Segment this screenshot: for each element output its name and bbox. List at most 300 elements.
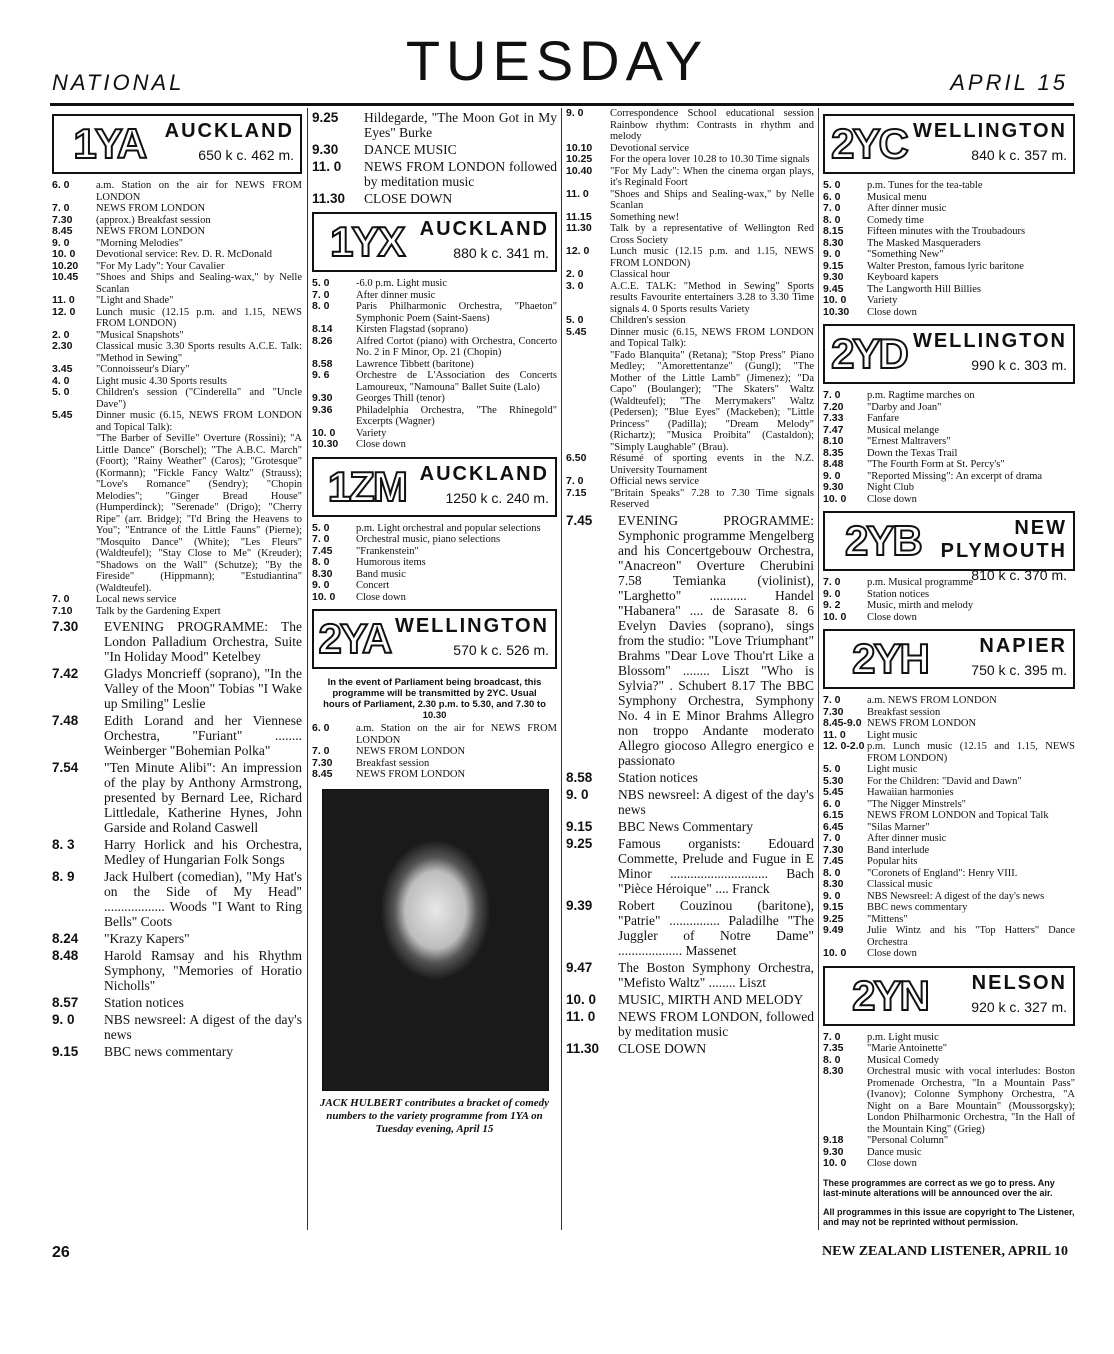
programme-time: 11. 0 (52, 294, 75, 306)
programme-time: 10.10 (566, 141, 593, 154)
programme-item (312, 370, 557, 393)
programme-desc: Official news service (610, 476, 700, 487)
programme-time: 7. 0 (566, 475, 584, 487)
programme-item (52, 594, 302, 606)
programme-item (823, 879, 1075, 891)
programme-time: 9.18 (823, 1134, 844, 1146)
programme-time: 9. 6 (312, 369, 330, 381)
programme-desc: Local news service (96, 594, 177, 605)
programme-time: 8. 0 (823, 866, 841, 879)
programme-item (566, 315, 814, 327)
programme-time: 5. 0 (312, 277, 330, 289)
column-4 (823, 108, 1075, 1228)
programme-desc: Breakfast session (356, 757, 430, 769)
programme-desc: Close down (356, 439, 406, 450)
programme-desc: NEWS FROM LONDON (356, 746, 466, 757)
programme-item (823, 914, 1075, 926)
programme-item (52, 619, 302, 664)
programme-item (823, 845, 1075, 857)
station-frequency: 570 k c. 526 m. (453, 642, 549, 658)
programme-desc: Popular hits (867, 856, 918, 867)
station-logo: 2YN (852, 971, 928, 1019)
programme-item (823, 203, 1075, 215)
programme-item (566, 212, 814, 224)
programme-desc: Light music 4.30 Sports results (96, 375, 227, 387)
programme-desc: Orchestral music, piano selections (356, 534, 501, 545)
programme-desc: Variety (356, 427, 387, 439)
programme-time: 3.45 (52, 363, 73, 375)
programme-desc: After dinner music (867, 203, 947, 214)
programme-time: 9.30 (312, 142, 339, 157)
programme-desc: Fanfare (867, 413, 900, 424)
programme-item (823, 1158, 1075, 1170)
programme-desc: Hawaiian harmonies (867, 787, 954, 798)
header-date: APRIL 15 (950, 70, 1068, 95)
programme-item (823, 436, 1075, 448)
programme-list-large (52, 619, 302, 1059)
programme-time: 10. 0 (312, 590, 336, 603)
programme-item (312, 142, 557, 157)
programme-desc: Classical music (867, 879, 933, 890)
programme-desc: p.m. Musical programme (867, 577, 974, 588)
programme-desc: Concert (356, 580, 390, 591)
programme-item (52, 341, 302, 364)
station-box-1zm (312, 457, 557, 517)
programme-item (52, 760, 302, 835)
programme-list (566, 108, 814, 511)
programme-desc: a.m. Station on the air for NEWS FROM LONDON (356, 723, 557, 746)
programme-item (312, 439, 557, 451)
programme-list (823, 390, 1075, 505)
programme-time: 11. 0 (566, 1008, 596, 1024)
programme-item (823, 307, 1075, 319)
station-box-1ya (52, 114, 302, 174)
programme-time: 5. 0 (52, 386, 70, 398)
station-box-2yd (823, 324, 1075, 384)
programme-time: 5.30 (823, 774, 844, 787)
station-box-2ya (312, 609, 557, 669)
programme-desc: Musical menu (867, 191, 927, 203)
programme-time: 11.30 (312, 191, 346, 206)
station-box-1yx (312, 212, 557, 272)
programme-time: 7. 0 (823, 1030, 841, 1043)
programme-time: 9.15 (566, 818, 593, 834)
programme-time: 9.36 (312, 403, 333, 416)
programme-item (566, 246, 814, 269)
programme-item (566, 453, 814, 476)
programme-desc: Kirsten Flagstad (soprano) (356, 324, 468, 335)
programme-item (312, 428, 557, 440)
programme-item (823, 600, 1075, 612)
programme-item (566, 189, 814, 212)
programme-time: 8.30 (823, 1065, 844, 1077)
programme-time (566, 350, 610, 454)
programme-item (52, 261, 302, 273)
programme-item (52, 238, 302, 250)
programme-item (52, 433, 302, 594)
programme-item (823, 215, 1075, 227)
programme-item (52, 869, 302, 929)
programme-desc: Night Club (867, 482, 914, 493)
station-frequency: 750 k c. 395 m. (971, 662, 1067, 678)
programme-item (823, 1066, 1075, 1135)
programme-time: 6.15 (823, 809, 844, 821)
programme-time: 6.50 (566, 452, 587, 464)
programme-desc: Edith Lorand and her Viennese Orchestra, "Furiant" ........ Weinberger "Bohemian Polka" (104, 713, 302, 758)
programme-time: 10.45 (52, 271, 79, 283)
programme-desc: Breakfast session (867, 706, 941, 718)
programme-time: 9. 0 (566, 786, 589, 802)
programme-time: 9.25 (312, 110, 339, 125)
station-frequency: 810 k c. 370 m. (971, 567, 1067, 583)
programme-time: 11.15 (566, 210, 592, 223)
programme-time: 7.45 (566, 512, 593, 528)
programme-time: 5. 0 (312, 521, 330, 534)
programme-desc: NBS newsreel: A digest of the day's news (618, 786, 814, 817)
page-number: 26 (52, 1244, 70, 1261)
programme-time: 8.24 (52, 931, 79, 946)
programme-desc: a.m. NEWS FROM LONDON (867, 695, 997, 706)
programme-desc: "Musical Snapshots" (96, 329, 184, 341)
programme-desc: Harry Horlick and his Orchestra, Medley of Hungarian Folk Songs (104, 837, 302, 867)
programme-desc: NEWS FROM LONDON, followed by meditation music (618, 1008, 814, 1039)
programme-desc: "Shoes and Ships and Sealing-wax," by Nelle Scanlan (610, 188, 814, 211)
programme-list (312, 278, 557, 451)
programme-desc: Talk by a representative of Wellington Red Cross Society (610, 223, 814, 246)
programme-item (823, 612, 1075, 624)
programme-time: 7.30 (312, 756, 333, 769)
programme-item (566, 143, 814, 155)
programme-time: 10. 0 (52, 248, 76, 260)
programme-item (312, 746, 557, 758)
programme-time: 7.33 (823, 412, 844, 424)
programme-desc: "The Barber of Seville" Overture (Rossini); "A Little Dance" (Borschel); "The A.B.C. March" (Foort); "Rainy Weather" (Caros); "Grotesque" (Kormann); "Fickle Fancy Waltz" (Strauss); "Love's Romance" (Sendry); "Chopin Melodies"; "Ginger Bread House" (Humperdinck); "Serenade" (Drigo); "Cherry Ripe" (arr. Bridge); "I'd Bring the Heavens to You"; "Entrance of the Little Fauns" (Pierne); "Mosquito Dance" (White); "Les Fleurs" (Waldteufel); "Stay Close to Me" (Kreuder); "Shadows on the Wall" (Schutze); "By the Fireside" (Hippmann); "Estudiantina" (Waldteufel). (96, 433, 302, 594)
programme-time: 9. 0 (52, 1012, 75, 1027)
programme-time: 4. 0 (52, 374, 70, 387)
programme-item (823, 810, 1075, 822)
programme-time: 9.30 (312, 392, 333, 404)
column-1 (52, 108, 302, 1059)
programme-time: 8. 0 (823, 213, 841, 226)
programme-desc: NEWS FROM LONDON followed by meditation music (364, 159, 557, 189)
programme-item (823, 482, 1075, 494)
programme-time: 8.30 (823, 236, 844, 249)
programme-desc: Variety (867, 295, 898, 306)
programme-time: 5.45 (52, 409, 73, 421)
programme-time: 9.30 (823, 271, 844, 283)
header-rule (50, 103, 1074, 106)
programme-time: 9.39 (566, 897, 593, 913)
programme-desc: Harold Ramsay and his Rhythm Symphony, "Memories of Horatio Nicholls" (104, 948, 302, 993)
programme-time: 7.30 (52, 213, 73, 226)
programme-desc: "Britain Speaks" 7.28 to 7.30 Time signals Reserved (610, 487, 814, 510)
programme-time: 9. 0 (823, 587, 841, 600)
station-logo: 2YD (831, 330, 907, 377)
station-name: WELLINGTON (912, 120, 1067, 142)
programme-time: 9.15 (823, 901, 844, 913)
programme-desc: Résumé of sporting events in the N.Z. University Tournament (610, 453, 814, 476)
station-frequency: 880 k c. 341 m. (453, 245, 549, 261)
station-name: AUCKLAND (419, 462, 549, 485)
programme-item (823, 787, 1075, 799)
station-logo: 1YX (330, 218, 404, 265)
column-3 (566, 108, 814, 1056)
programme-item (312, 557, 557, 569)
programme-item (52, 931, 302, 946)
programme-desc: Fifteen minutes with the Troubadours (867, 226, 1026, 237)
programme-item (52, 1044, 302, 1059)
programme-desc: "Something New" (867, 249, 944, 260)
programme-item (823, 925, 1075, 948)
programme-list (312, 723, 557, 781)
column-divider (561, 108, 562, 1230)
programme-item (312, 758, 557, 770)
programme-item (823, 226, 1075, 238)
programme-time: 7. 0 (52, 202, 70, 214)
programme-time: 10.40 (566, 164, 593, 177)
programme-time: 9. 0 (566, 108, 584, 119)
page-title: TUESDAY (405, 29, 709, 92)
photo-jack-hulbert (322, 789, 549, 1091)
programme-time: 10. 0 (823, 294, 847, 306)
programme-item (52, 666, 302, 711)
programme-time: 7.30 (823, 705, 844, 718)
programme-desc: CLOSE DOWN (364, 191, 453, 206)
programme-desc: Jack Hulbert (comedian), "My Hat's on the Side of My Head" .................. Woods "I Want to Ring Bells" Coots (104, 869, 302, 929)
programme-desc: Devotional service: Rev. D. R. McDonald (96, 249, 273, 260)
programme-time: 11.30 (566, 222, 592, 234)
programme-time: 8.45 (312, 768, 333, 780)
programme-desc: "Krazy Kapers" (104, 931, 190, 946)
programme-item (566, 992, 814, 1007)
programme-desc: Close down (867, 1158, 917, 1169)
programme-desc: Lunch music (12.15 p.m. and 1.15, NEWS FROM LONDON) (96, 306, 302, 329)
programme-time: 10. 0 (566, 991, 597, 1007)
programme-item (52, 410, 302, 433)
programme-time: 8. 9 (52, 869, 75, 884)
programme-item (52, 330, 302, 342)
programme-item (823, 284, 1075, 296)
programme-item (823, 856, 1075, 868)
programme-time: 5. 0 (823, 179, 841, 191)
programme-item (312, 278, 557, 290)
programme-desc: Lawrence Tibbett (baritone) (356, 358, 474, 370)
programme-time: 8.58 (566, 769, 593, 785)
programme-item (823, 891, 1075, 903)
station-logo: 1YA (73, 120, 146, 167)
programme-time (52, 433, 96, 594)
programme-time: 8.48 (823, 458, 844, 470)
programme-item (823, 695, 1075, 707)
programme-desc: For the opera lover 10.28 to 10.30 Time signals (610, 154, 810, 165)
programme-desc: EVENING PROGRAMME: Symphonic programme Mengelberg and his Concertgebouw Orchestra, "Anacreon" Overture Cherubini 7.58 Temianka (violinist), "Larghetto" ........... Handel "Habanera" .... de Sarasate 8. 6 Evelyn Davies (soprano), sings from the studio: "Love Triumphant" Brahms "Dear Love Thou'rt Like a Blossom" ........ Liszt "Who is Sylvia?" . Schubert 8.17 The BBC Symphony Orchestra, Symphony No. 4 in E Minor Brahms Allegro non troppo Andante moderato Allegro giocoso Allegro energico e passionato (618, 512, 814, 768)
programme-desc: "Personal Column" (867, 1135, 949, 1146)
programme-time: 7.47 (823, 423, 844, 436)
programme-item (823, 459, 1075, 471)
station-name: NEW PLYMOUTH (940, 517, 1067, 562)
programme-desc: "Fado Blanquita" (Retana); "Stop Press" Piano Medley; "Amorettentanze" (Gungl); "The Mother of the Little Lamb" (Jimenez); "Da Capo" (Boulanger); "The Skaters" Waltz (Waldteufel); "The Merrymakers" Waltz (Pedersen); "Blue Eyes" (Mackeben); "Little Princess" (Padilla); "Dream Melody" (Richartz); "Musica Proibita" (Castaldon); "Simply Laughable" (Brau). (610, 349, 814, 453)
programme-desc: Down the Texas Trail (867, 447, 958, 459)
programme-item (566, 1041, 814, 1056)
programme-time: 12. 0-2.0 (823, 740, 865, 752)
programme-time: 8. 0 (312, 300, 330, 312)
programme-time: 7.45 (823, 855, 844, 867)
programme-time: 10.25 (566, 153, 593, 165)
programme-item (823, 833, 1075, 845)
programme-list (823, 695, 1075, 960)
programme-item (566, 488, 814, 511)
programme-time: 3. 0 (566, 279, 584, 292)
programme-item (52, 387, 302, 410)
programme-time: 8.45-9.0 (823, 717, 862, 729)
programme-desc: "Shoes and Ships and Sealing-wax," by Nelle Scanlan (96, 272, 302, 295)
column-2 (312, 108, 557, 1136)
programme-item (312, 592, 557, 604)
programme-item (312, 359, 557, 371)
programme-time: 9.15 (52, 1044, 79, 1059)
programme-time: 8.30 (823, 878, 844, 890)
programme-time: 7.54 (52, 760, 79, 775)
programme-item (566, 350, 814, 454)
programme-time: 7.35 (823, 1042, 844, 1054)
programme-time: 7. 0 (312, 745, 330, 757)
programme-item (823, 413, 1075, 425)
programme-desc: Dance music (867, 1146, 922, 1158)
programme-item (52, 180, 302, 203)
programme-desc: Station notices (618, 769, 698, 785)
programme-desc: "The Fourth Form at St. Percy's" (867, 459, 1005, 470)
programme-time: 8. 0 (312, 556, 330, 568)
programme-desc: Orchestral music with vocal interludes: Boston Promenade Orchestra, "In a Mountain Pass" (Ivanov); Colonne Symphony Orchestra, "A Night on a Bare Mountain" (Moussorgsky); London Philharmonic Orchestra, "In the Hall of the Mountain King" (Grieg) (867, 1066, 1075, 1135)
programme-item (566, 960, 814, 990)
programme-time: 7. 0 (823, 832, 841, 844)
programme-desc: CLOSE DOWN (618, 1040, 707, 1056)
programme-desc: "Frankenstein" (356, 545, 419, 557)
programme-item (823, 180, 1075, 192)
programme-item (823, 741, 1075, 764)
programme-desc: "Coronets of England": Henry VIII. (867, 867, 1018, 879)
programme-item (823, 261, 1075, 273)
programme-desc: Julie Wintz and his "Top Hatters" Dance Orchestra (867, 925, 1075, 948)
programme-desc: Famous organists: Edouard Commette, Prelude and Fugue in E Minor ............................. Bach "Pièce Héroique" .... Franck (618, 835, 814, 896)
programme-desc: Dinner music (6.15, NEWS FROM LONDON and Topical Talk): (96, 410, 302, 433)
programme-desc: "Reported Missing": An excerpt of drama (867, 470, 1043, 482)
station-logo: 2YB (844, 517, 921, 564)
programme-desc: NEWS FROM LONDON and Topical Talk (867, 810, 1049, 821)
programme-desc: NEWS FROM LONDON (867, 718, 977, 729)
programme-item (823, 1032, 1075, 1044)
programme-item (823, 425, 1075, 437)
programme-desc: EVENING PROGRAMME: The London Palladium Orchestra, Suite "In Holiday Mood" Ketelbey (104, 619, 302, 664)
programme-desc: MUSIC, MIRTH AND MELODY (618, 991, 804, 1007)
programme-time: 9. 0 (52, 236, 70, 249)
programme-time: 9. 0 (823, 469, 841, 482)
programme-desc: Walter Preston, famous lyric baritone (867, 260, 1024, 272)
programme-list (312, 523, 557, 604)
programme-item (823, 471, 1075, 483)
programme-time: 7.20 (823, 400, 844, 413)
programme-item (52, 249, 302, 261)
programme-desc: Light music (867, 729, 918, 741)
programme-time: 9.25 (823, 912, 844, 925)
programme-desc: p.m. Light music (867, 1031, 939, 1043)
programme-item (312, 569, 557, 581)
programme-time: 6. 0 (823, 190, 841, 203)
programme-item (823, 192, 1075, 204)
programme-item (52, 1012, 302, 1042)
station-name: NELSON (971, 971, 1067, 994)
programme-time: 9.45 (823, 282, 844, 295)
programme-time: 6. 0 (52, 179, 70, 191)
programme-desc: Hildegarde, "The Moon Got in My Eyes" Burke (364, 110, 557, 140)
programme-desc: Close down (867, 948, 917, 959)
station-name: NAPIER (979, 635, 1067, 657)
programme-time: 2. 0 (52, 328, 70, 341)
programme-desc: Talk by the Gardening Expert (96, 605, 221, 617)
programme-time: 12. 0 (52, 305, 76, 318)
programme-desc: Station notices (867, 588, 930, 600)
programme-desc: Paris Philharmonic Orchestra, "Phaeton" Symphonic Poem (Saint-Saens) (356, 301, 557, 324)
programme-item (823, 1043, 1075, 1055)
programme-desc: The Langworth Hill Billies (867, 283, 982, 295)
programme-item (566, 166, 814, 189)
programme-item (312, 290, 557, 302)
programme-item (566, 327, 814, 350)
programme-time: 7. 0 (823, 202, 841, 214)
programme-time: 10.30 (823, 305, 850, 318)
programme-item (823, 238, 1075, 250)
programme-item (312, 534, 557, 546)
programme-item (823, 718, 1075, 730)
programme-item (52, 606, 302, 618)
programme-time: 10. 0 (312, 426, 336, 439)
station-frequency: 1250 k c. 240 m. (445, 489, 549, 506)
programme-desc: "Marie Antoinette" (867, 1043, 948, 1054)
programme-item (52, 364, 302, 376)
programme-desc: "Silas Marner" (867, 821, 930, 833)
programme-desc: BBC News Commentary (618, 818, 753, 834)
programme-desc: After dinner music (356, 289, 436, 301)
programme-time: 10. 0 (823, 1157, 847, 1169)
programme-desc: Close down (867, 611, 917, 623)
programme-time: 6. 0 (312, 722, 330, 734)
programme-item (312, 324, 557, 336)
programme-time: 9. 0 (312, 579, 330, 591)
programme-item (312, 336, 557, 359)
programme-time: 11. 0 (566, 187, 589, 200)
programme-time: 9. 2 (823, 599, 841, 611)
header-left: NATIONAL (52, 70, 185, 95)
programme-time: 8.48 (52, 948, 79, 963)
programme-time: 11. 0 (823, 728, 846, 741)
programme-time: 6. 0 (823, 797, 841, 810)
programme-desc: p.m. Ragtime marches on (867, 390, 975, 401)
programme-time: 7. 0 (823, 576, 841, 588)
programme-desc: Something new! (610, 211, 680, 223)
programme-item (312, 159, 557, 189)
programme-desc: Light music (867, 764, 918, 775)
programme-item (312, 769, 557, 781)
programme-time: 5. 0 (823, 763, 841, 775)
programme-list (823, 180, 1075, 318)
programme-time: 8.58 (312, 357, 333, 370)
programme-item (52, 203, 302, 215)
programme-item (52, 948, 302, 993)
programme-time: 8.26 (312, 334, 333, 347)
programme-time: 11. 0 (312, 159, 342, 174)
programme-time: 7. 0 (312, 288, 330, 301)
programme-desc: "Connoisseur's Diary" (96, 364, 190, 375)
